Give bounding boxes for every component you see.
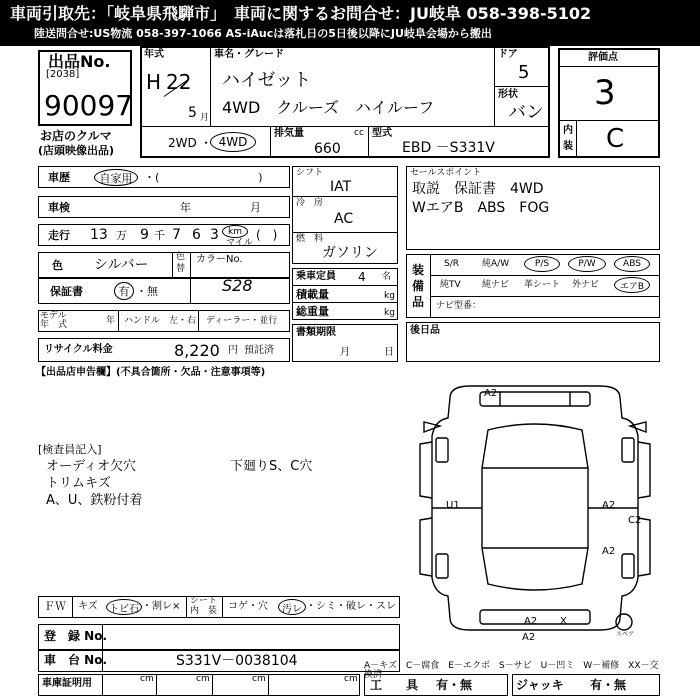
man-unit: 万 (116, 229, 127, 242)
color-label: 色 (52, 259, 63, 272)
door-label: ドア (498, 49, 518, 60)
history-rest: ・( ) (144, 171, 263, 184)
mileage-digit-4: 6 (192, 227, 201, 243)
shape: バン (508, 102, 544, 123)
equip-tv: 純TV (440, 280, 461, 290)
header-bar (0, 0, 700, 46)
recycle-status: 預託済 (244, 345, 274, 356)
warranty-label: 保証書 (50, 285, 83, 298)
vehicle-name: ハイゼット (222, 70, 312, 91)
seat-rest: ・シミ・破レ・スレ (306, 601, 396, 612)
year-label: 年式 (144, 49, 164, 60)
equip-ps: P/S (534, 259, 550, 269)
equipment-label-1: 装 (412, 263, 425, 277)
exhibit-label: 出品No. (48, 52, 111, 71)
drive-4wd: 4WD (218, 135, 248, 149)
warranty-no: ・無 (136, 285, 158, 298)
color-value: シルバー (94, 257, 149, 273)
shift-value: IAT (330, 179, 352, 195)
equip-ext-navi: 外ナビ (572, 280, 600, 290)
fw-tobiishi: トビ石 (109, 603, 139, 615)
mark-left-u1: U1 (446, 500, 460, 511)
sales-label: セールスポイント (410, 168, 482, 178)
inspection-year: 年 (180, 201, 191, 214)
mark-front-a2: A2 (484, 388, 498, 399)
equip-abs-circle (614, 256, 650, 272)
doc-month: 月 (340, 347, 350, 358)
fw-scratch: キズ (78, 601, 98, 612)
year: 22 (166, 70, 192, 94)
accessories-box (406, 322, 660, 362)
seat-label-2: 内 装 (190, 606, 218, 616)
shop-note-2: (店頭映像出品) (38, 144, 115, 157)
car-damage-diagram (410, 378, 660, 640)
ac-value: AC (334, 211, 354, 227)
color-change-2: 替 (176, 264, 186, 274)
mileage-digit-2: 千 (154, 229, 165, 242)
header-line-1: 車両引取先：「岐阜県飛騨市」 車両に関するお問合せ：JU岐阜 058-398-5102 (10, 4, 592, 23)
inspector-note-1: オーディオ欠穴 (46, 459, 136, 474)
warranty-yes: 有 (118, 285, 130, 298)
damage-legend: A－キズ C－腐食 E－エクボ S－サビ U－凹ミ W－補修 XX－交換済 (364, 661, 659, 680)
mark-bottom-a2: A2 (522, 632, 536, 640)
model-code: EBD －S331V (402, 140, 495, 156)
garage-cert-label: 車庫証明用 (42, 678, 92, 689)
fw-wareru: ・割レ× (142, 601, 181, 612)
mileage-digit-3: 7 (172, 227, 181, 243)
mark-rear-a2: A2 (524, 616, 538, 627)
vehicle-grade: 4WD クルーズ ハイルーフ (222, 98, 435, 117)
mark-right-rear-a2: A2 (602, 546, 616, 557)
handle-label: ハンドル 左・右 (124, 316, 197, 326)
equip-ps-circle (524, 256, 560, 272)
fw-label: ＦＷ (44, 600, 66, 613)
name-label: 車名・グレード (214, 49, 284, 60)
doors: 5 (518, 62, 530, 83)
shift-label: シフト (296, 168, 324, 178)
sales-line-1: 取説 保証書 4WD (412, 181, 544, 197)
jack-value: 有・無 (590, 678, 627, 692)
ac-label: 冷 房 (296, 198, 324, 208)
equip-navi: 純ナビ (482, 280, 510, 290)
equip-airbag: エアB (619, 281, 645, 292)
sales-line-2: WエアB ABS FOG (412, 200, 550, 216)
mile-unit: マイル (226, 238, 253, 248)
doc-day: 日 (384, 347, 394, 358)
equip-aw: 純A/W (482, 259, 510, 269)
displacement: 660 (314, 141, 341, 157)
recycle-value: 8,220 (174, 341, 220, 360)
history-label: 車歴 (48, 171, 70, 184)
inspector-note-right: 下廻りS、C穴 (230, 459, 313, 474)
model-year-label-1: モデル (40, 311, 67, 321)
mileage-label: 走行 (48, 229, 70, 242)
cert-cm-2: cm (196, 674, 210, 684)
grade-label: 評価点 (588, 52, 618, 63)
cert-cm-1: cm (140, 674, 154, 684)
month: 5 (188, 105, 197, 121)
capacity-label: 乗車定員 (296, 271, 336, 282)
equip-pw: P/W (578, 259, 596, 269)
mileage-man: 13 (90, 227, 108, 243)
spare-label: スペア (616, 631, 635, 638)
drive-sep: ・ (200, 136, 213, 150)
fuel-value: ガソリン (322, 245, 378, 261)
color-no-label: カラーNo. (196, 254, 243, 265)
color-row (38, 252, 290, 278)
jack-label: ジャッキ (516, 678, 564, 692)
equip-abs: ABS (623, 259, 641, 269)
weight-kg: kg (384, 308, 395, 318)
capacity-value: 4 (358, 270, 366, 284)
model-year-unit: 年 (106, 316, 116, 326)
mark-right-a2: A2 (602, 500, 616, 511)
drive-4wd-circle (210, 132, 256, 152)
mileage-digit-1: 9 (140, 227, 149, 243)
dealer-label: ディーラー・並行 (206, 316, 278, 326)
grade-value: 3 (594, 73, 616, 113)
recycle-label: リサイクル料金 (44, 344, 113, 355)
mileage-digit-5: 3 (210, 227, 219, 243)
cert-cm-3: cm (252, 674, 266, 684)
drive-2wd: 2WD (168, 136, 197, 150)
displacement-label: 排気量 (274, 128, 304, 139)
declaration-label: 【出品店申告欄】(不具合箇所・欠品・注意事項等) (36, 367, 266, 378)
era: H (146, 70, 162, 94)
mark-right-c2: C2 (628, 515, 642, 526)
exhibit-subnumber: [2038] (46, 69, 80, 80)
equip-leather: 革シート (524, 280, 561, 290)
equipment-label-2: 備 (412, 279, 425, 293)
navi-model-label: ナビ型番： (436, 301, 482, 311)
cc-unit: cc (354, 128, 364, 138)
load-kg: kg (384, 291, 395, 301)
history-circle (94, 169, 138, 186)
color-no-value: S28 (222, 276, 253, 295)
registration-label: 登 録 No. (44, 629, 108, 643)
equip-pw-circle (568, 256, 606, 272)
interior-label-2: 装 (563, 141, 573, 152)
weight-label: 総重量 (296, 305, 329, 318)
cert-cm-4: cm (344, 674, 358, 684)
doc-label: 書類期限 (296, 327, 336, 338)
equip-sr: S/R (444, 259, 459, 269)
inspector-note-3: A、U、鉄粉付着 (46, 493, 143, 508)
equipment-label-3: 品 (412, 295, 425, 309)
inspection-label: 車検 (48, 201, 70, 214)
inspector-note-2: トリムキズ (46, 476, 111, 491)
km-circle (222, 225, 248, 238)
shop-note-1: お店のクルマ (40, 129, 112, 143)
seat-items: コゲ・穴 (228, 601, 268, 612)
seat-dirt: 汚レ (282, 603, 302, 615)
chassis-label: 車 台 No. (44, 653, 108, 667)
km-unit: km (228, 226, 242, 237)
seat-label-1: シート (190, 596, 218, 606)
warranty-circle (114, 282, 134, 300)
model-year-label-2: 年 式 (40, 320, 68, 330)
inspector-label: [検査員記入] (38, 443, 102, 456)
exhibit-number: 90097 (44, 89, 134, 122)
interior-label-1: 内 (563, 125, 573, 136)
interior-value: C (606, 124, 625, 154)
fuel-label: 燃 料 (296, 234, 324, 244)
load-label: 積載量 (296, 288, 329, 301)
color-change-1: 色 (176, 252, 186, 262)
tobiishi-circle (106, 599, 142, 615)
header-line-2: 陸送問合せ:US物流 058-397-1066 AS-iAucは落札日の5日後以降にJU岐阜会場から搬出 (34, 27, 492, 40)
mark-rear-x: X (560, 616, 567, 627)
shape-label: 形状 (498, 89, 518, 100)
tools-value: 有・無 (436, 678, 473, 692)
dirt-circle (278, 599, 306, 615)
chassis-number: S331V－0038104 (176, 653, 298, 669)
accessories-label: 後日品 (410, 325, 440, 336)
inspection-month: 月 (250, 201, 261, 214)
equip-airbag-circle (614, 277, 650, 293)
recycle-unit: 円 (228, 345, 238, 356)
capacity-unit: 名 (382, 272, 392, 282)
tools-label: 工 具 (370, 678, 419, 692)
month-unit: 月 (200, 113, 210, 123)
history-value: 自家用 (99, 171, 133, 185)
model-label: 型式 (372, 128, 392, 139)
